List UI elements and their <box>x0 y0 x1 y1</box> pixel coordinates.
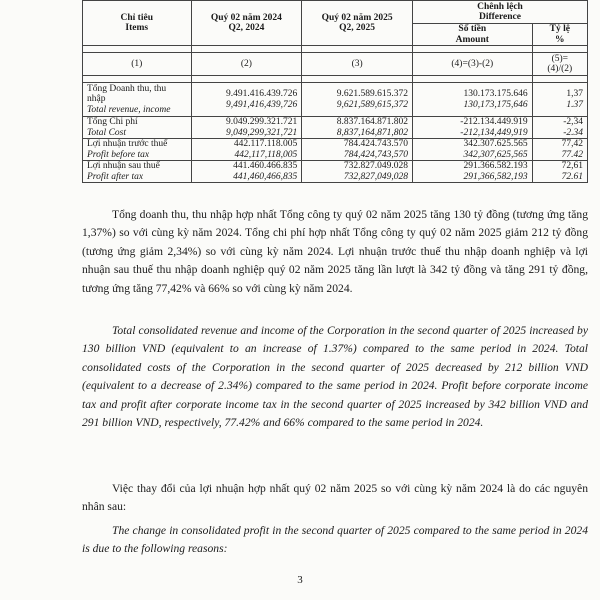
paragraph-vi-2: Việc thay đổi của lợi nhuận hợp nhất quý 02 năm 2025 so với cùng kỳ năm 2024 là do các nguyên nhân sau: <box>82 482 588 514</box>
paragraph-en-2: The change in consolidated profit in the second quarter of 2025 compared to the same period in 2024 is due to the following reasons: <box>82 524 588 556</box>
paragraph-vi-1: Tổng doanh thu, thu nhập hợp nhất Tổng công ty quý 02 năm 2025 tăng 130 tỷ đồng (tương ứng tăng 1,37%) so với cùng kỳ năm 2024. Tổng chi phí hợp nhất Tổng công ty quý 02 năm 2025 giảm 212 tỷ đồng (tương ứng giảm 2,34%) so với cùng kỳ năm 2024. Lợi nhuận trước thuế thu nhập doanh nghiệp và lợi nhuận sau thuế thu nhập doanh nghiệp quý 02 năm 2025 tăng lần lượt là 342 tỷ đồng và tăng 291 tỷ đồng, tương ứng tăng 77,42% và 66% so với cùng kỳ năm 2024. <box>82 208 588 295</box>
header-items: Chỉ tiêu Items <box>83 1 192 46</box>
table-row: Tổng Doanh thu, thu nhập Total revenue, income 9.491.416.439.726 9,491,416,439,726 9.621.589.615.372 9,621,589,615,372 130.173.175.646 130,173,175,646 1,37 1.37 <box>83 83 588 117</box>
table-row: Tổng Chi phí Total Cost 9.049.299.321.721 9,049,299,321,721 8.837.164.871.802 8,837,164,871,802 -212.134.449.919 -212,134,449,919 -2,34 -2.34 <box>83 117 588 139</box>
index-row: (1) (2) (3) (4)=(3)-(2) (5)= (4)/(2) <box>83 53 588 76</box>
table-row: Lợi nhuận sau thuế Profit after tax 441.460.466.835 441,460,466,835 732.827.049.028 732,827,049,028 291.366.582.193 291,366,582,193 72,61 72.61 <box>83 161 588 183</box>
table-row: Lợi nhuận trước thuế Profit before tax 442.117.118.005 442,117,118,005 784.424.743.570 784,424,743,570 342.307.625.565 342,307,625,565 77,42 77.42 <box>83 139 588 161</box>
header-q2-2025: Quý 02 năm 2025 Q2, 2025 <box>302 1 413 46</box>
financial-comparison-table <box>82 0 588 183</box>
paragraph-en-1: Total consolidated revenue and income of the Corporation in the second quarter of 2025 increased by 130 billion VND (equivalent to an increase of 1.37%) compared to the same period in 2024. Total consolidated costs of the Corporation in the second quarter of 2025 decreased by 212 billion VND (equivalent to a decrease of 2.34%) compared to the same period in 2024. Profit before corporate income tax and profit after corporate income tax in the second quarter of 2025 increased by 342 billion VND and 291 billion VND, respectively, 77.42% and 66% compared to the same period in 2024. <box>82 324 588 430</box>
header-difference: Chênh lệch Difference <box>412 1 587 24</box>
header-ratio: Tỷ lệ % <box>532 24 587 46</box>
page-number: 3 <box>297 574 303 586</box>
header-q2-2024: Quý 02 năm 2024 Q2, 2024 <box>191 1 302 46</box>
header-amount: Số tiền Amount <box>412 24 532 46</box>
